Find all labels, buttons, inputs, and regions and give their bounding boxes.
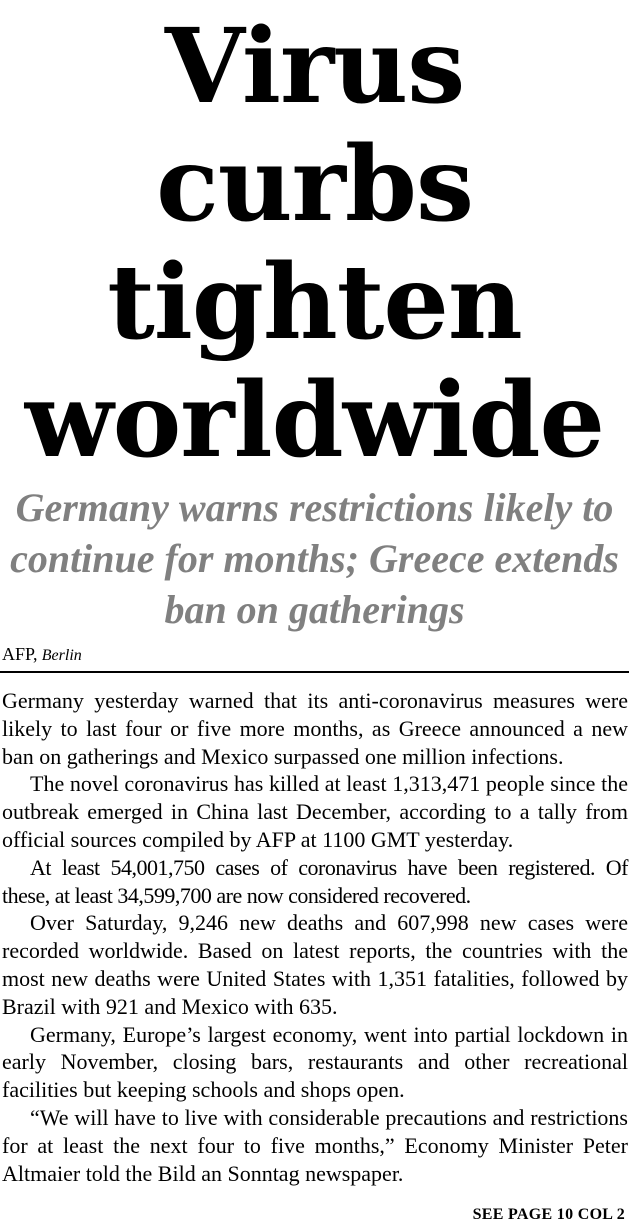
- byline-divider: [0, 671, 629, 673]
- article-paragraph: Over Saturday, 9,246 new deaths and 607,998 new cases were recorded worldwide. Based on latest reports, the countries with the most new deaths were United States with 1,351 fatalities, followed by Brazil with 921 and Mexico with 635.: [2, 910, 628, 1019]
- headline-line-3: worldwide: [24, 360, 605, 481]
- subheadline: Germany warns restrictions likely to continue for months; Greece extends ban on gatherings: [10, 485, 619, 632]
- byline-agency: AFP,: [2, 644, 38, 664]
- article-paragraph: “We will have to live with considerable precautions and restrictions for at least the next four to five months,” Economy Minister Peter Altmaier told the Bild an Sonntag newspaper.: [2, 1104, 628, 1186]
- continuation-note: SEE PAGE 10 COL 2: [472, 1206, 625, 1223]
- headline-line-2: tighten: [107, 242, 522, 363]
- article-paragraph: The novel coronavirus has killed at least 1,313,471 people since the outbreak emerged in China last December, according to a tally from official sources compiled by AFP at 1100 GMT yesterday.: [2, 771, 628, 852]
- article-paragraph: Germany yesterday warned that its anti-coronavirus measures were likely to last four or five more months, as Greece announced a new ban on gatherings and Mexico surpassed one million infections.: [2, 688, 628, 769]
- headline: [0, 0, 629, 480]
- byline: [2, 643, 629, 665]
- article-paragraph: At least 54,001,750 cases of coronavirus have been registered. Of these, at least 34,599,700 are now considered recovered.: [2, 854, 628, 908]
- article-paragraph: Germany, Europe’s largest economy, went into partial lockdown in early November, closing bars, restaurants and other recreational facilities but keeping schools and shops open.: [2, 1021, 628, 1103]
- byline-dateline: Berlin: [41, 647, 82, 664]
- headline-line-1: Virus curbs: [156, 6, 473, 245]
- article-body: [0, 687, 629, 1187]
